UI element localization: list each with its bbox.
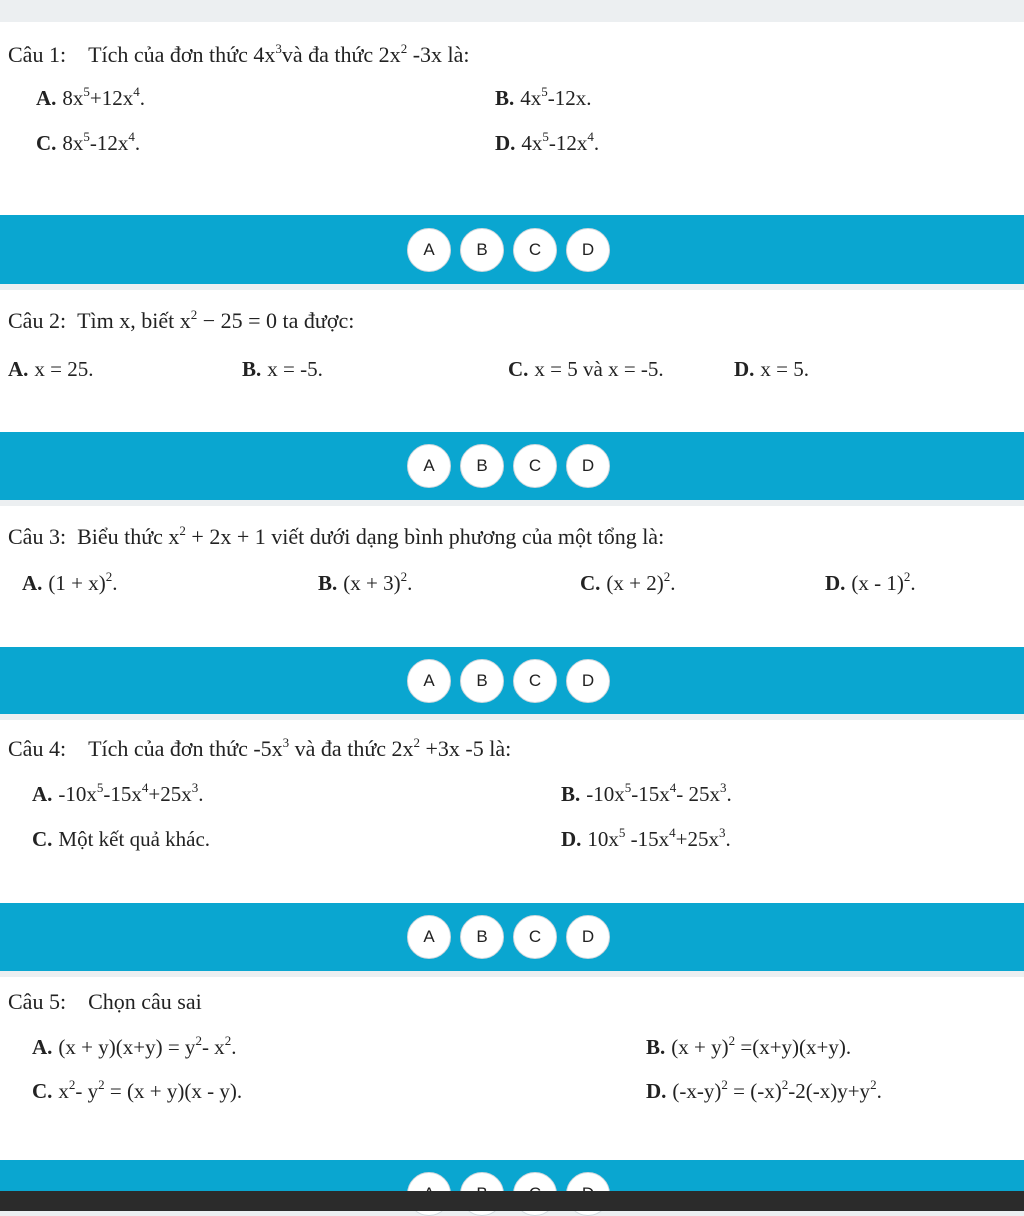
question-card-3 [0,506,1024,647]
answer-band-1 [0,215,1024,284]
option-c: C. $8x^5-12x^4$. [36,129,141,155]
question-card-1 [0,22,1024,215]
option-b: B. $(x + 3)^2$. [318,569,413,595]
answer-button-c[interactable]: C [513,444,557,488]
question-stem-2: Câu 2: Tìm x, biết $x^2 - 25 = 0$ ta được: [8,307,355,333]
answer-band-4 [0,903,1024,971]
answer-button-d[interactable]: D [566,444,610,488]
answer-button-a[interactable]: A [407,659,451,703]
option-c: C. $(x + 2)^2$. [580,569,676,595]
answer-button-c[interactable]: C [513,915,557,959]
option-c: C. $x^2-$ $y^2 = (x + y)(x - y)$. [32,1077,243,1103]
bottom-bar [0,1191,1024,1211]
option-d: D. (x - 1)$^2$. [825,569,916,595]
question-card-2 [0,290,1024,432]
answer-button-b[interactable]: B [460,228,504,272]
answer-button-b[interactable]: B [460,659,504,703]
option-c: C. Một kết quả khác. [32,827,211,851]
answer-button-a[interactable]: A [407,915,451,959]
answer-button-d[interactable]: D [566,228,610,272]
option-b: B. $4x^5-12x$. [495,84,592,110]
option-a: A. $8x^5+12x^4$. [36,84,146,110]
option-a: A. $-10x^5-15x^4+25x^3$. [32,780,204,806]
answer-button-d[interactable]: D [566,659,610,703]
answer-button-d[interactable]: D [566,915,610,959]
question-stem-5: Câu 5: Chọn câu sai [8,989,202,1014]
answer-button-c[interactable]: C [513,228,557,272]
option-c: C. x = 5 và x = -5. [508,357,664,381]
question-stem-4: Câu 4: Tích của đơn thức $-5x^3$ và đa thức $2x^2 +3x$ -5 là: [8,735,512,761]
answer-band-5 [0,1160,1024,1191]
option-a: A. $(x + y)(x+y) = y^2-$ $x^2$. [32,1033,237,1059]
option-d: D. x = 5. [734,357,810,381]
answer-band-3 [0,647,1024,714]
question-stem-3: Câu 3: Biểu thức $x^2 + 2x + 1$ viết dưới dạng bình phương của một tổng là: [8,523,665,549]
answer-button-b[interactable]: B [460,444,504,488]
option-b: B. x = -5. [242,357,323,381]
question-card-4 [0,720,1024,903]
option-d: D. $10x^5$ $-15x^4+25x^3$. [561,825,731,851]
answer-button-a[interactable]: A [407,444,451,488]
question-stem-1: Câu 1: Tích của đơn thức $4x^3và$ đa thức $2x^2$ -3x là: [8,41,470,67]
option-d: D. $4x^5-12x^4$. [495,129,600,155]
option-b: B. $(x + y)^2 =(x+y)(x+y)$. [646,1033,852,1059]
option-a: A. x = 25. [8,357,94,381]
option-d: D. $(-x-y)^2 = (-x)^2-2(-x)y+y^2$. [646,1077,882,1103]
option-b: B. $-10x^5-15x^4-$ $25x^3$. [561,780,732,806]
option-a: A. $(1 + x)^2$. [22,569,118,595]
question-card-5 [0,977,1024,1160]
answer-band-2 [0,432,1024,500]
answer-button-a[interactable]: A [407,228,451,272]
answer-button-c[interactable]: C [513,659,557,703]
answer-button-b[interactable]: B [460,915,504,959]
